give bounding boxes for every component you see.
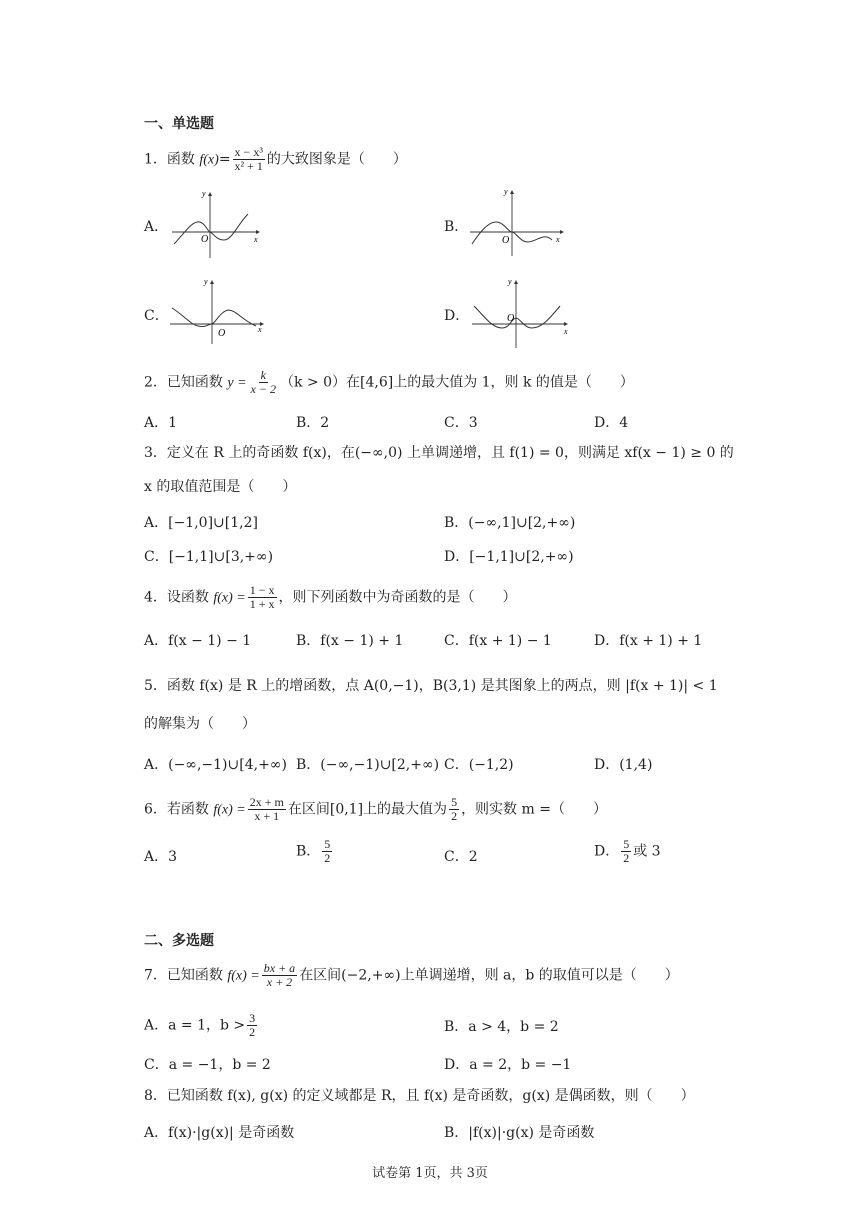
question-7 — [144, 962, 679, 989]
equals-sign: = — [218, 151, 231, 168]
fraction-denominator: 1 + x — [249, 597, 275, 611]
fraction-denominator: x² + 1 — [234, 159, 263, 173]
question-3-line-1 — [144, 443, 734, 463]
fraction — [262, 962, 297, 989]
option-b — [296, 838, 334, 865]
section-title-single: 一、单选题 — [144, 116, 214, 132]
fraction — [247, 1012, 257, 1039]
question-text: 定义在 R 上的奇函数 f(x)，在(−∞,0) 上单调递增，且 f(1) = 0，则满足 xf(x − 1) ≥ 0 的 — [166, 445, 734, 461]
fraction-denominator: 2 — [623, 851, 630, 865]
fraction-denominator: 2 — [324, 851, 331, 865]
question-6 — [144, 796, 607, 823]
option-c: C．[−1,1]∪[3,+∞) — [144, 549, 274, 565]
question-text: 函数 — [166, 151, 195, 168]
graph-origin-label: O — [201, 234, 209, 245]
question-3-line-2: x 的取值范围是（ ） — [144, 479, 297, 495]
graph-origin-label: O — [507, 313, 515, 324]
option-b: B．a > 4，b = 2 — [444, 1019, 559, 1035]
question-text: 已知函数 — [166, 967, 223, 984]
question-number: 6． — [144, 801, 167, 818]
option-d-label: D． — [444, 308, 470, 324]
option-d — [594, 838, 661, 865]
fraction — [621, 838, 631, 865]
graph-y-label: y — [504, 187, 508, 196]
question-text-end: ，则下列函数中为奇函数的是（ ） — [278, 589, 517, 606]
graph-origin-label: O — [218, 328, 226, 339]
fraction — [233, 146, 265, 173]
option-a — [144, 1012, 259, 1039]
option-b: B．f(x − 1) + 1 — [296, 633, 404, 649]
function-name: f(x) — [199, 152, 219, 168]
fraction — [249, 369, 278, 396]
graph-option-a — [168, 188, 264, 260]
question-1 — [144, 146, 407, 173]
question-text-end: （k > 0）在[4,6]上的最大值为 1，则 k 的值是（ ） — [279, 374, 634, 391]
option-b: B．(−∞,−1)∪[2,+∞) — [296, 757, 440, 773]
option-label: D． — [594, 843, 620, 860]
fraction-numerator: 2x + m — [249, 795, 284, 809]
fraction-denominator: x + 2 — [266, 975, 293, 989]
question-number: 3． — [144, 445, 167, 461]
page-footer: 试卷第 1页，共 3页 — [372, 1166, 488, 1181]
function-lhs: y = — [227, 375, 247, 391]
option-c: C．a = −1，b = 2 — [144, 1057, 271, 1073]
function-lhs: f(x) = — [213, 802, 246, 818]
option-a: A．[−1,0]∪[1,2] — [144, 515, 258, 531]
graph-x-label: x — [556, 235, 560, 244]
graph-origin-label: O — [502, 235, 510, 246]
graph-x-label: x — [564, 327, 568, 336]
fraction-denominator: 2 — [451, 809, 458, 823]
question-text-end: 的大致图象是（ ） — [266, 151, 407, 168]
graph-y-label: y — [202, 189, 206, 198]
option-a: A．f(x − 1) − 1 — [144, 633, 252, 649]
question-text: 若函数 — [166, 801, 209, 818]
fraction-numerator: 1 − x — [249, 583, 275, 597]
max-value-fraction — [449, 796, 459, 823]
fraction — [248, 584, 277, 611]
option-a: A．3 — [144, 849, 178, 865]
graph-x-label: x — [254, 235, 258, 244]
option-b-label: B． — [444, 219, 469, 235]
option-c: C．(−1,2) — [444, 757, 514, 773]
fraction-numerator: 5 — [324, 837, 331, 851]
option-a: A．f(x)·|g(x)| 是奇函数 — [144, 1125, 295, 1141]
question-text: 已知函数 f(x), g(x) 的定义域都是 R，且 f(x) 是奇函数，g(x) 是偶函数，则（ ） — [166, 1088, 695, 1104]
graph-y-label: y — [508, 277, 512, 286]
question-text-end: ，则实数 m =（ ） — [461, 801, 607, 818]
option-d: D．(1,4) — [594, 757, 653, 773]
graph-option-c — [168, 274, 272, 346]
function-lhs: f(x) = — [227, 968, 260, 984]
question-4 — [144, 584, 517, 611]
option-c: C．3 — [444, 415, 478, 431]
option-b: B．|f(x)|·g(x) 是奇函数 — [444, 1125, 595, 1141]
question-number: 5． — [144, 678, 167, 694]
section-title-multi: 二、多选题 — [144, 933, 214, 949]
option-label: B． — [296, 843, 321, 860]
option-c: C．2 — [444, 849, 478, 865]
fraction-numerator: 5 — [451, 795, 458, 809]
question-text: 函数 f(x) 是 R 上的增函数，点 A(0,−1)，B(3,1) 是其图象上的两点，则 |f(x + 1)| < 1 — [166, 678, 718, 694]
question-5-line-1 — [144, 676, 718, 696]
graph-option-b — [468, 186, 568, 258]
fraction-denominator: 2 — [249, 1025, 256, 1039]
option-d: D．a = 2，b = −1 — [444, 1057, 572, 1073]
graph-option-d — [468, 274, 576, 350]
question-text-end: 在区间(−2,+∞)上单调递增，则 a，b 的取值可以是（ ） — [299, 967, 679, 984]
question-number: 4． — [144, 589, 167, 606]
option-d: D．[−1,1]∪[2,+∞) — [444, 549, 574, 565]
fraction-denominator: x − 2 — [250, 382, 276, 396]
option-a: A．(−∞,−1)∪[4,+∞) — [144, 757, 287, 773]
option-text: A．a = 1，b > — [144, 1017, 246, 1034]
question-8 — [144, 1086, 695, 1106]
option-text: 或 3 — [633, 843, 661, 860]
option-c: C．f(x + 1) − 1 — [444, 633, 552, 649]
fraction — [322, 838, 332, 865]
option-d: D．f(x + 1) + 1 — [594, 633, 703, 649]
question-2 — [144, 369, 634, 396]
question-text: 已知函数 — [166, 374, 223, 391]
option-d: D．4 — [594, 415, 629, 431]
question-5-line-2: 的解集为（ ） — [144, 716, 256, 732]
question-text: 设函数 — [166, 589, 209, 606]
option-a-label: A． — [144, 219, 169, 235]
question-number: 1． — [144, 151, 167, 168]
fraction-numerator: k — [260, 368, 266, 382]
graph-x-label: x — [258, 325, 262, 334]
fraction-numerator: 5 — [623, 837, 630, 851]
question-text-mid: 在区间[0,1]上的最大值为 — [287, 801, 448, 818]
option-b: B．(−∞,1]∪[2,+∞) — [444, 515, 576, 531]
fraction-numerator: x − x³ — [234, 145, 263, 159]
fraction — [248, 796, 286, 823]
option-c-label: C． — [144, 308, 169, 324]
graph-y-label: y — [204, 277, 208, 286]
question-number: 8． — [144, 1088, 167, 1104]
option-b: B．2 — [296, 415, 330, 431]
question-number: 7． — [144, 967, 167, 984]
fraction-denominator: x + 1 — [254, 809, 280, 823]
question-number: 2． — [144, 374, 167, 391]
fraction-numerator: bx + a — [263, 961, 296, 975]
function-lhs: f(x) = — [213, 590, 246, 606]
option-a: A．1 — [144, 415, 178, 431]
fraction-numerator: 3 — [249, 1011, 256, 1025]
